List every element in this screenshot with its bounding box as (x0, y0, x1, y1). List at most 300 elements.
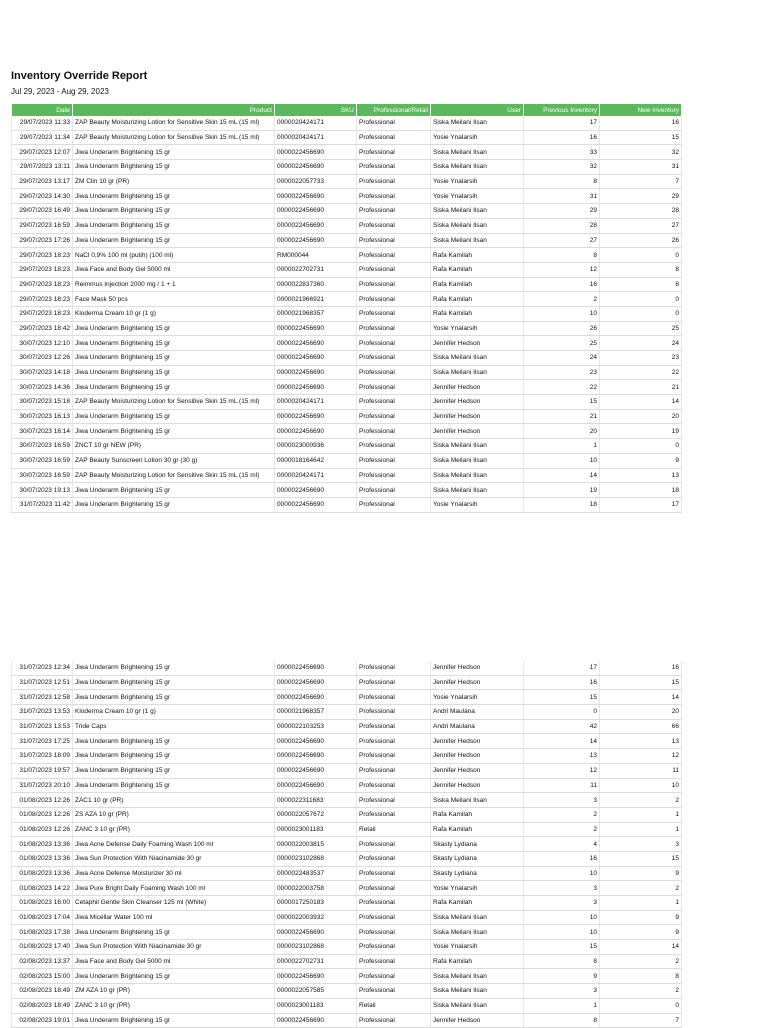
cell-previous-inventory: 10 (524, 306, 600, 321)
table-row (12, 866, 682, 881)
cell-sku: 0000022456690 (275, 734, 357, 749)
cell-sku: 0000022483537 (275, 866, 357, 881)
cell-new-inventory: 7 (600, 1013, 682, 1028)
cell-user: Siska Meilani Ilsan (431, 145, 524, 160)
cell-user: Siska Meilani Ilsan (431, 204, 524, 219)
cell-user: Andri Maulana (431, 719, 524, 734)
cell-previous-inventory: 21 (524, 409, 600, 424)
cell-date: 30/07/2023 16:13 (12, 409, 73, 424)
table-row (12, 998, 682, 1013)
cell-user: Yosie Ynalarsih (431, 940, 524, 955)
cell-sku: 0000022456690 (275, 661, 357, 675)
cell-sku: 0000023102868 (275, 851, 357, 866)
cell-professional-retail: Professional (357, 395, 431, 410)
cell-product: Reimmus Injection 2000 mg / 1 + 1 (73, 277, 275, 292)
cell-professional-retail: Professional (357, 336, 431, 351)
cell-user: Jennifer Hedson (431, 675, 524, 690)
cell-professional-retail: Professional (357, 896, 431, 911)
cell-previous-inventory: 12 (524, 763, 600, 778)
cell-professional-retail: Professional (357, 763, 431, 778)
table-row (12, 306, 682, 321)
cell-professional-retail: Professional (357, 306, 431, 321)
cell-professional-retail: Professional (357, 807, 431, 822)
cell-sku: 0000021966921 (275, 292, 357, 307)
cell-previous-inventory: 23 (524, 365, 600, 380)
table-row (12, 749, 682, 764)
cell-new-inventory: 28 (600, 204, 682, 219)
cell-sku: 0000022456690 (275, 145, 357, 160)
table-row (12, 925, 682, 940)
cell-date: 31/07/2023 12:34 (12, 661, 73, 675)
cell-previous-inventory: 8 (524, 248, 600, 263)
cell-professional-retail: Professional (357, 248, 431, 263)
cell-date: 31/07/2023 20:10 (12, 778, 73, 793)
cell-professional-retail: Professional (357, 661, 431, 675)
cell-previous-inventory: 8 (524, 1013, 600, 1028)
cell-user: Jennifer Hedson (431, 778, 524, 793)
cell-previous-inventory: 15 (524, 940, 600, 955)
cell-date: 01/08/2023 16:00 (12, 896, 73, 911)
cell-user: Rafa Kamilah (431, 292, 524, 307)
cell-user: Yosie Ynalarsih (431, 497, 524, 512)
cell-professional-retail: Professional (357, 439, 431, 454)
table-row (12, 1013, 682, 1028)
cell-sku: 0000022702731 (275, 262, 357, 277)
cell-date: 30/07/2023 16:59 (12, 468, 73, 483)
cell-new-inventory: 29 (600, 189, 682, 204)
cell-date: 02/08/2023 18:49 (12, 984, 73, 999)
cell-new-inventory: 0 (600, 248, 682, 263)
report-title: Inventory Override Report (11, 70, 148, 82)
cell-new-inventory: 0 (600, 292, 682, 307)
cell-sku: 0000022456690 (275, 1013, 357, 1028)
table-row (12, 778, 682, 793)
table-row (12, 321, 682, 336)
cell-user: Jennifer Hedson (431, 749, 524, 764)
cell-date: 01/08/2023 13:36 (12, 851, 73, 866)
cell-date: 02/08/2023 15:00 (12, 969, 73, 984)
cell-product: Jiwa Underarm Brightening 15 gr (73, 763, 275, 778)
cell-previous-inventory: 15 (524, 395, 600, 410)
cell-date: 01/08/2023 14:22 (12, 881, 73, 896)
cell-sku: 0000022057733 (275, 174, 357, 189)
cell-previous-inventory: 4 (524, 837, 600, 852)
cell-sku: 0000022057672 (275, 807, 357, 822)
cell-previous-inventory: 22 (524, 380, 600, 395)
cell-date: 29/07/2023 18:42 (12, 321, 73, 336)
cell-professional-retail: Professional (357, 778, 431, 793)
cell-product: Jiwa Underarm Brightening 15 gr (73, 925, 275, 940)
cell-previous-inventory: 3 (524, 984, 600, 999)
cell-sku: 0000022456690 (275, 409, 357, 424)
cell-product: Face Mask 50 pcs (73, 292, 275, 307)
cell-user: Siska Meilani Ilsan (431, 160, 524, 175)
cell-product: Jiwa Acne Defense Moisturizer 30 ml (73, 866, 275, 881)
cell-user: Rafa Kamilah (431, 954, 524, 969)
cell-new-inventory: 15 (600, 851, 682, 866)
cell-professional-retail: Professional (357, 365, 431, 380)
cell-previous-inventory: 2 (524, 292, 600, 307)
table-row (12, 734, 682, 749)
cell-previous-inventory: 13 (524, 749, 600, 764)
cell-professional-retail: Professional (357, 969, 431, 984)
cell-product: ZAP Beauty Moisturizing Lotion for Sensitive Skin 15 mL (15 ml) (73, 395, 275, 410)
cell-user: Skasty Lydiana (431, 866, 524, 881)
table-row (12, 984, 682, 999)
cell-user: Siska Meilani Ilsan (431, 910, 524, 925)
cell-new-inventory: 17 (600, 497, 682, 512)
cell-sku: 0000023001183 (275, 822, 357, 837)
cell-sku: 0000022456690 (275, 778, 357, 793)
table-row (12, 468, 682, 483)
table-row (12, 160, 682, 175)
cell-product: ZANC 3 10 gr (PR) (73, 822, 275, 837)
table-row (12, 719, 682, 734)
table-row (12, 969, 682, 984)
cell-user: Jennifer Hedson (431, 409, 524, 424)
table-row (12, 292, 682, 307)
table-row (12, 145, 682, 160)
cell-product: ZAP Beauty Moisturizing Lotion for Sensitive Skin 15 mL (15 ml) (73, 130, 275, 145)
table-body (12, 116, 682, 512)
cell-product: Jiwa Underarm Brightening 15 gr (73, 233, 275, 248)
cell-new-inventory: 20 (600, 409, 682, 424)
cell-sku: 0000022456690 (275, 497, 357, 512)
cell-sku: 0000022456690 (275, 675, 357, 690)
cell-professional-retail: Professional (357, 174, 431, 189)
cell-date: 30/07/2023 14:36 (12, 380, 73, 395)
cell-previous-inventory: 1 (524, 439, 600, 454)
cell-product: Jiwa Underarm Brightening 15 gr (73, 690, 275, 705)
cell-date: 01/08/2023 12:26 (12, 793, 73, 808)
cell-previous-inventory: 16 (524, 277, 600, 292)
cell-previous-inventory: 1 (524, 998, 600, 1013)
cell-new-inventory: 18 (600, 483, 682, 498)
cell-date: 30/07/2023 12:10 (12, 336, 73, 351)
inventory-table-page-2 (11, 661, 682, 1028)
cell-product: ZM Clin 10 gr (PR) (73, 174, 275, 189)
cell-professional-retail: Professional (357, 910, 431, 925)
cell-user: Yosie Ynalarsih (431, 881, 524, 896)
cell-user: Jennifer Hedson (431, 763, 524, 778)
cell-user: Rafa Kamilah (431, 262, 524, 277)
cell-user: Siska Meilani Ilsan (431, 365, 524, 380)
cell-product: Jiwa Underarm Brightening 15 gr (73, 380, 275, 395)
cell-date: 31/07/2023 19:57 (12, 763, 73, 778)
cell-previous-inventory: 29 (524, 204, 600, 219)
cell-date: 30/07/2023 16:59 (12, 453, 73, 468)
cell-product: Jiwa Underarm Brightening 15 gr (73, 145, 275, 160)
cell-sku: 0000022456690 (275, 483, 357, 498)
cell-user: Yosie Ynalarsih (431, 690, 524, 705)
cell-user: Siska Meilani Ilsan (431, 925, 524, 940)
cell-professional-retail: Professional (357, 1013, 431, 1028)
cell-previous-inventory: 27 (524, 233, 600, 248)
col-header-date: Date (12, 104, 73, 116)
cell-date: 29/07/2023 14:30 (12, 189, 73, 204)
cell-product: Jiwa Underarm Brightening 15 gr (73, 204, 275, 219)
cell-previous-inventory: 3 (524, 896, 600, 911)
cell-date: 31/07/2023 18:09 (12, 749, 73, 764)
table-row (12, 763, 682, 778)
cell-new-inventory: 11 (600, 763, 682, 778)
cell-date: 01/08/2023 12:26 (12, 807, 73, 822)
cell-date: 30/07/2023 12:26 (12, 351, 73, 366)
cell-date: 01/08/2023 17:38 (12, 925, 73, 940)
cell-previous-inventory: 14 (524, 734, 600, 749)
cell-new-inventory: 7 (600, 174, 682, 189)
cell-new-inventory: 13 (600, 468, 682, 483)
cell-new-inventory: 16 (600, 116, 682, 130)
cell-professional-retail: Professional (357, 130, 431, 145)
table-row (12, 277, 682, 292)
cell-date: 29/07/2023 12:07 (12, 145, 73, 160)
table-row (12, 116, 682, 130)
cell-new-inventory: 9 (600, 453, 682, 468)
cell-sku: 0000022456690 (275, 189, 357, 204)
cell-new-inventory: 32 (600, 145, 682, 160)
cell-date: 29/07/2023 18:23 (12, 292, 73, 307)
table-row (12, 453, 682, 468)
cell-sku: 0000021968357 (275, 705, 357, 720)
table-row (12, 837, 682, 852)
cell-sku: 0000020424171 (275, 395, 357, 410)
cell-previous-inventory: 16 (524, 851, 600, 866)
cell-product: ZAP Beauty Sunscreen Lotion 30 gr (30 g) (73, 453, 275, 468)
cell-date: 31/07/2023 11:42 (12, 497, 73, 512)
cell-new-inventory: 14 (600, 940, 682, 955)
cell-new-inventory: 15 (600, 675, 682, 690)
cell-date: 02/08/2023 18:49 (12, 998, 73, 1013)
cell-date: 30/07/2023 15:18 (12, 395, 73, 410)
cell-product: ZM AZA 10 gr (PR) (73, 984, 275, 999)
cell-sku: 0000022456690 (275, 380, 357, 395)
table-row (12, 130, 682, 145)
table-row (12, 174, 682, 189)
table-row (12, 954, 682, 969)
cell-previous-inventory: 42 (524, 719, 600, 734)
cell-previous-inventory: 8 (524, 954, 600, 969)
cell-new-inventory: 9 (600, 910, 682, 925)
cell-user: Jennifer Hedson (431, 1013, 524, 1028)
table-row (12, 483, 682, 498)
cell-sku: 0000023000936 (275, 439, 357, 454)
cell-previous-inventory: 18 (524, 497, 600, 512)
cell-new-inventory: 22 (600, 365, 682, 380)
cell-new-inventory: 1 (600, 807, 682, 822)
cell-user: Siska Meilani Ilsan (431, 351, 524, 366)
cell-date: 29/07/2023 18:23 (12, 277, 73, 292)
table-row (12, 940, 682, 955)
cell-user: Siska Meilani Ilsan (431, 468, 524, 483)
cell-product: Kloderma Cream 10 gr (1 g) (73, 705, 275, 720)
cell-date: 02/08/2023 13:37 (12, 954, 73, 969)
inventory-table-page-1 (11, 104, 682, 513)
cell-previous-inventory: 11 (524, 778, 600, 793)
cell-date: 02/08/2023 19:01 (12, 1013, 73, 1028)
cell-user: Yosie Ynalarsih (431, 130, 524, 145)
cell-user: Jennifer Hedson (431, 661, 524, 675)
cell-new-inventory: 9 (600, 866, 682, 881)
cell-previous-inventory: 17 (524, 661, 600, 675)
cell-user: Jennifer Hedson (431, 380, 524, 395)
cell-product: Jiwa Pure Bright Daily Foaming Wash 100 ml (73, 881, 275, 896)
cell-user: Yosie Ynalarsih (431, 174, 524, 189)
cell-professional-retail: Professional (357, 424, 431, 439)
cell-user: Andri Maulana (431, 705, 524, 720)
cell-sku: 0000022456690 (275, 204, 357, 219)
table-row (12, 881, 682, 896)
cell-sku: 0000022456690 (275, 218, 357, 233)
cell-professional-retail: Professional (357, 954, 431, 969)
cell-product: ZAP Beauty Moisturizing Lotion for Sensitive Skin 15 mL (15 ml) (73, 116, 275, 130)
cell-new-inventory: 14 (600, 690, 682, 705)
cell-product: Jiwa Underarm Brightening 15 gr (73, 778, 275, 793)
cell-new-inventory: 0 (600, 439, 682, 454)
cell-product: Jiwa Underarm Brightening 15 gr (73, 351, 275, 366)
cell-professional-retail: Professional (357, 837, 431, 852)
cell-previous-inventory: 16 (524, 130, 600, 145)
cell-sku: 0000017250183 (275, 896, 357, 911)
cell-sku: 0000022456690 (275, 351, 357, 366)
cell-user: Siska Meilani Ilsan (431, 483, 524, 498)
cell-previous-inventory: 2 (524, 822, 600, 837)
cell-previous-inventory: 10 (524, 910, 600, 925)
cell-professional-retail: Professional (357, 409, 431, 424)
cell-new-inventory: 1 (600, 822, 682, 837)
cell-product: NaCl 0,9% 100 ml (putih) (100 ml) (73, 248, 275, 263)
cell-new-inventory: 8 (600, 969, 682, 984)
cell-product: ZNCT 10 gr NEW (PR) (73, 439, 275, 454)
cell-user: Rafa Kamilah (431, 896, 524, 911)
cell-previous-inventory: 10 (524, 925, 600, 940)
cell-sku: 0000023102868 (275, 940, 357, 955)
cell-sku: 0000022456690 (275, 749, 357, 764)
cell-date: 29/07/2023 18:23 (12, 248, 73, 263)
col-header-previous-inventory: Previous Inventory (524, 104, 600, 116)
cell-product: Cetaphil Gentle Skin Cleanser 125 ml (White) (73, 896, 275, 911)
table-row (12, 218, 682, 233)
cell-new-inventory: 12 (600, 749, 682, 764)
cell-previous-inventory: 32 (524, 160, 600, 175)
col-header-new-inventory: New Inventory (600, 104, 682, 116)
cell-date: 01/08/2023 17:40 (12, 940, 73, 955)
cell-product: Jiwa Underarm Brightening 15 gr (73, 218, 275, 233)
cell-professional-retail: Professional (357, 351, 431, 366)
table-row (12, 233, 682, 248)
cell-professional-retail: Professional (357, 851, 431, 866)
cell-sku: 0000022456690 (275, 763, 357, 778)
cell-previous-inventory: 15 (524, 690, 600, 705)
cell-date: 29/07/2023 13:11 (12, 160, 73, 175)
table-row (12, 497, 682, 512)
cell-new-inventory: 25 (600, 321, 682, 336)
cell-sku: 0000020424171 (275, 130, 357, 145)
cell-user: Rafa Kamilah (431, 306, 524, 321)
cell-sku: 0000020424171 (275, 116, 357, 130)
cell-user: Rafa Kamilah (431, 807, 524, 822)
cell-professional-retail: Professional (357, 468, 431, 483)
cell-date: 29/07/2023 18:23 (12, 306, 73, 321)
cell-product: Jiwa Sun Protection With Niacinamide 30 gr (73, 851, 275, 866)
cell-product: Jiwa Sun Protection With Niacinamide 30 gr (73, 940, 275, 955)
cell-sku: RM000044 (275, 248, 357, 263)
cell-sku: 0000022837360 (275, 277, 357, 292)
cell-user: Jennifer Hedson (431, 336, 524, 351)
cell-professional-retail: Professional (357, 881, 431, 896)
table-row (12, 262, 682, 277)
cell-user: Siska Meilani Ilsan (431, 453, 524, 468)
cell-date: 31/07/2023 17:25 (12, 734, 73, 749)
cell-previous-inventory: 16 (524, 675, 600, 690)
cell-user: Siska Meilani Ilsan (431, 969, 524, 984)
cell-date: 30/07/2023 16:14 (12, 424, 73, 439)
cell-date: 31/07/2023 13:53 (12, 719, 73, 734)
cell-user: Jennifer Hedson (431, 395, 524, 410)
cell-new-inventory: 23 (600, 351, 682, 366)
cell-previous-inventory: 17 (524, 116, 600, 130)
cell-date: 30/07/2023 16:59 (12, 439, 73, 454)
cell-professional-retail: Professional (357, 497, 431, 512)
cell-new-inventory: 14 (600, 395, 682, 410)
table-row (12, 204, 682, 219)
cell-date: 29/07/2023 11:33 (12, 116, 73, 130)
cell-previous-inventory: 2 (524, 807, 600, 822)
cell-date: 29/07/2023 11:34 (12, 130, 73, 145)
cell-sku: 0000022003932 (275, 910, 357, 925)
cell-new-inventory: 2 (600, 793, 682, 808)
cell-product: ZAP Beauty Moisturizing Lotion for Sensitive Skin 15 mL (15 ml) (73, 468, 275, 483)
cell-professional-retail: Professional (357, 749, 431, 764)
cell-sku: 0000020424171 (275, 468, 357, 483)
cell-product: Jiwa Underarm Brightening 15 gr (73, 497, 275, 512)
cell-previous-inventory: 10 (524, 866, 600, 881)
cell-previous-inventory: 3 (524, 881, 600, 896)
cell-previous-inventory: 8 (524, 174, 600, 189)
cell-product: Jiwa Face and Body Gel 5000 ml (73, 262, 275, 277)
cell-new-inventory: 21 (600, 380, 682, 395)
cell-product: Jiwa Underarm Brightening 15 gr (73, 409, 275, 424)
cell-product: Jiwa Underarm Brightening 15 gr (73, 424, 275, 439)
cell-date: 30/07/2023 14:18 (12, 365, 73, 380)
cell-date: 01/08/2023 13:36 (12, 837, 73, 852)
cell-new-inventory: 27 (600, 218, 682, 233)
table-row (12, 793, 682, 808)
cell-date: 31/07/2023 13:53 (12, 705, 73, 720)
table-row (12, 690, 682, 705)
cell-previous-inventory: 12 (524, 262, 600, 277)
cell-user: Siska Meilani Ilsan (431, 116, 524, 130)
cell-product: Jiwa Underarm Brightening 15 gr (73, 160, 275, 175)
table-row (12, 409, 682, 424)
cell-professional-retail: Professional (357, 705, 431, 720)
cell-user: Siska Meilani Ilsan (431, 218, 524, 233)
table-row (12, 424, 682, 439)
table-row (12, 661, 682, 675)
col-header-user: User (431, 104, 524, 116)
cell-date: 01/08/2023 13:36 (12, 866, 73, 881)
cell-previous-inventory: 20 (524, 424, 600, 439)
table-row (12, 851, 682, 866)
cell-date: 29/07/2023 17:26 (12, 233, 73, 248)
cell-professional-retail: Professional (357, 262, 431, 277)
cell-professional-retail: Professional (357, 233, 431, 248)
cell-previous-inventory: 0 (524, 705, 600, 720)
cell-product: Jiwa Underarm Brightening 15 gr (73, 321, 275, 336)
cell-new-inventory: 24 (600, 336, 682, 351)
cell-product: Jiwa Acne Defense Daily Foaming Wash 100 ml (73, 837, 275, 852)
cell-date: 29/07/2023 16:49 (12, 204, 73, 219)
